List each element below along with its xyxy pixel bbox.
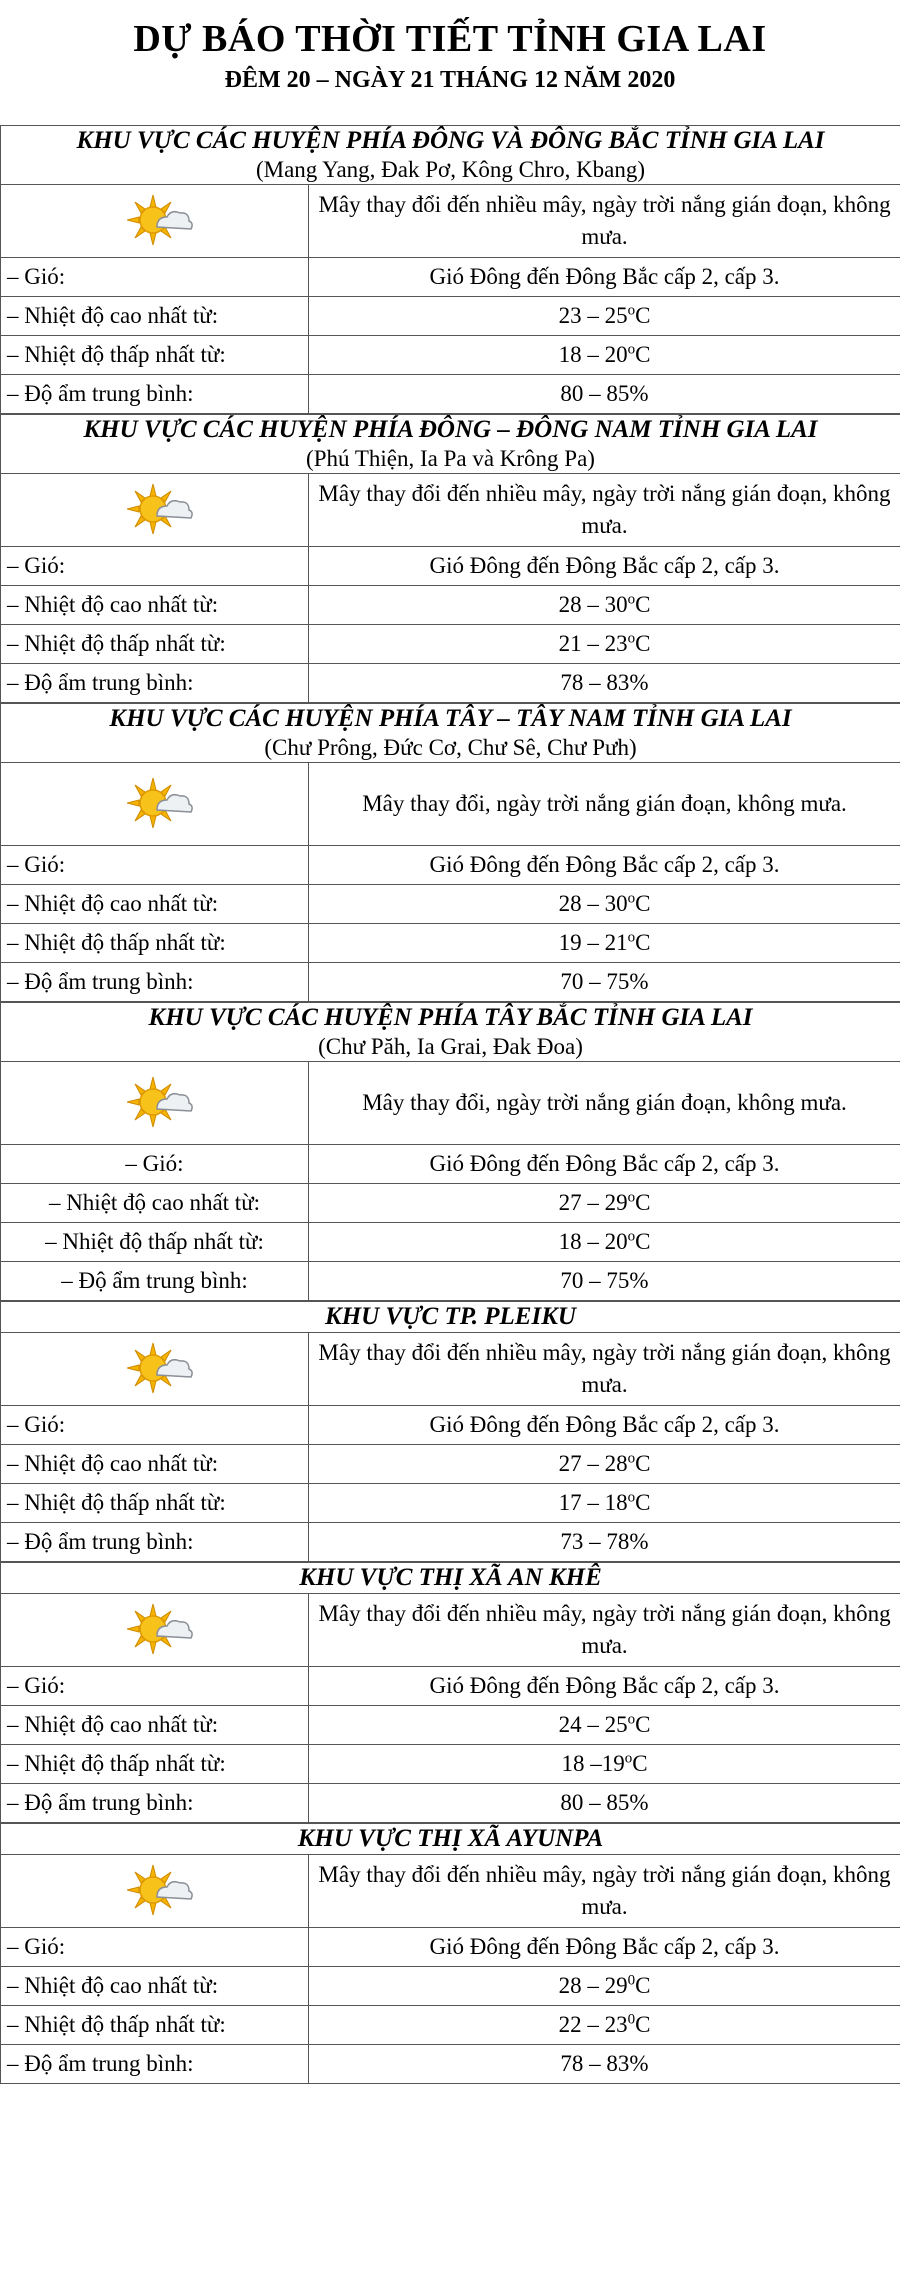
forecast-row-humidity bbox=[1, 1262, 900, 1301]
region-table bbox=[0, 703, 900, 1002]
value-text: Gió Đông đến Đông Bắc cấp 2, cấp 3. bbox=[429, 1673, 780, 1698]
sky-row bbox=[1, 474, 900, 547]
region-districts: (Chư Păh, Ia Grai, Đak Đoa) bbox=[318, 1034, 583, 1059]
forecast-row-wind bbox=[1, 547, 900, 586]
row-value bbox=[309, 846, 900, 885]
sky-row bbox=[1, 1333, 900, 1406]
region-districts: (Mang Yang, Đak Pơ, Kông Chro, Kbang) bbox=[255, 157, 646, 182]
degree-mark: o bbox=[627, 591, 636, 608]
row-value bbox=[309, 1262, 900, 1301]
forecast-row-wind bbox=[1, 1145, 900, 1184]
row-label: – Nhiệt độ cao nhất từ: bbox=[1, 885, 309, 924]
forecast-row-wind bbox=[1, 258, 900, 297]
region-header bbox=[1, 126, 900, 185]
row-value bbox=[309, 258, 900, 297]
sun-behind-cloud-icon bbox=[127, 193, 195, 249]
value-text: 27 – 28 bbox=[558, 1451, 628, 1476]
degree-mark: o bbox=[627, 1450, 636, 1467]
row-label: – Nhiệt độ thấp nhất từ: bbox=[1, 1223, 309, 1262]
region-title: KHU VỰC CÁC HUYỆN PHÍA ĐÔNG – ĐÔNG NAM TỈNH GIA LAI bbox=[83, 416, 818, 443]
celsius-unit: C bbox=[635, 1712, 651, 1737]
row-value bbox=[309, 547, 900, 586]
degree-mark: o bbox=[627, 890, 636, 907]
forecast-row-humidity bbox=[1, 664, 900, 703]
region-table bbox=[0, 1562, 900, 1823]
row-value bbox=[309, 664, 900, 703]
region-header bbox=[1, 1003, 900, 1062]
value-text: 70 – 75% bbox=[560, 1268, 649, 1293]
weather-description: Mây thay đổi đến nhiều mây, ngày trời nắng gián đoạn, không mưa. bbox=[309, 185, 900, 258]
value-text: 23 – 25 bbox=[558, 303, 628, 328]
row-label: – Nhiệt độ cao nhất từ: bbox=[1, 1967, 309, 2006]
value-text: Gió Đông đến Đông Bắc cấp 2, cấp 3. bbox=[429, 1151, 780, 1176]
forecast-row-temp-min bbox=[1, 924, 900, 963]
value-text: Gió Đông đến Đông Bắc cấp 2, cấp 3. bbox=[429, 1934, 780, 1959]
degree-mark: o bbox=[627, 1489, 636, 1506]
row-label: – Gió: bbox=[1, 1145, 309, 1184]
row-label: – Độ ẩm trung bình: bbox=[1, 664, 309, 703]
value-text: 27 – 29 bbox=[558, 1190, 628, 1215]
region-title: KHU VỰC TP. PLEIKU bbox=[325, 1303, 576, 1330]
weather-description: Mây thay đổi đến nhiều mây, ngày trời nắng gián đoạn, không mưa. bbox=[309, 1333, 900, 1406]
row-label: – Độ ẩm trung bình: bbox=[1, 1262, 309, 1301]
forecast-row-wind bbox=[1, 846, 900, 885]
value-text: 78 – 83% bbox=[560, 2051, 649, 2076]
celsius-unit: C bbox=[635, 342, 651, 367]
forecast-row-wind bbox=[1, 1667, 900, 1706]
row-label: – Độ ẩm trung bình: bbox=[1, 963, 309, 1002]
region-title: KHU VỰC CÁC HUYỆN PHÍA TÂY BẮC TỈNH GIA LAI bbox=[148, 1004, 753, 1031]
degree-mark: o bbox=[627, 630, 636, 647]
value-text: 17 – 18 bbox=[558, 1490, 628, 1515]
row-value bbox=[309, 885, 900, 924]
row-label: – Gió: bbox=[1, 1406, 309, 1445]
region-header bbox=[1, 1563, 900, 1594]
row-label: – Nhiệt độ cao nhất từ: bbox=[1, 1706, 309, 1745]
celsius-unit: C bbox=[632, 1751, 648, 1776]
row-value bbox=[309, 1406, 900, 1445]
weather-description: Mây thay đổi đến nhiều mây, ngày trời nắng gián đoạn, không mưa. bbox=[309, 474, 900, 547]
row-label: – Độ ẩm trung bình: bbox=[1, 1523, 309, 1562]
value-text: 19 – 21 bbox=[558, 930, 628, 955]
degree-mark: o bbox=[627, 341, 636, 358]
value-text: 21 – 23 bbox=[558, 631, 628, 656]
forecast-row-temp-max bbox=[1, 297, 900, 336]
sky-row bbox=[1, 1855, 900, 1928]
row-value bbox=[309, 375, 900, 414]
forecast-regions bbox=[0, 125, 900, 2084]
page-header bbox=[0, 0, 900, 96]
forecast-row-temp-min bbox=[1, 2006, 900, 2045]
sun-behind-cloud-icon bbox=[127, 1863, 195, 1919]
degree-mark: o bbox=[627, 1711, 636, 1728]
degree-mark: o bbox=[627, 929, 636, 946]
row-label: – Gió: bbox=[1, 547, 309, 586]
sky-row bbox=[1, 1062, 900, 1145]
celsius-unit: C bbox=[635, 891, 651, 916]
row-label: – Nhiệt độ thấp nhất từ: bbox=[1, 1745, 309, 1784]
row-value bbox=[309, 2045, 900, 2084]
forecast-row-temp-max bbox=[1, 1184, 900, 1223]
forecast-row-wind bbox=[1, 1928, 900, 1967]
region-table bbox=[0, 1823, 900, 2084]
row-label: – Nhiệt độ thấp nhất từ: bbox=[1, 1484, 309, 1523]
row-label: – Gió: bbox=[1, 1667, 309, 1706]
celsius-unit: C bbox=[635, 303, 651, 328]
sun-behind-cloud-icon bbox=[127, 482, 195, 538]
value-text: 18 – 20 bbox=[558, 342, 628, 367]
region-title: KHU VỰC THỊ XÃ AN KHÊ bbox=[299, 1564, 602, 1591]
degree-mark: o bbox=[624, 1750, 633, 1767]
row-value bbox=[309, 586, 900, 625]
forecast-row-temp-max bbox=[1, 1706, 900, 1745]
sun-behind-cloud-icon bbox=[127, 776, 195, 832]
region-table bbox=[0, 414, 900, 703]
forecast-row-temp-max bbox=[1, 1967, 900, 2006]
row-value bbox=[309, 2006, 900, 2045]
value-text: Gió Đông đến Đông Bắc cấp 2, cấp 3. bbox=[429, 852, 780, 877]
row-value bbox=[309, 1967, 900, 2006]
sun-behind-cloud-icon bbox=[127, 1075, 195, 1131]
row-label: – Nhiệt độ thấp nhất từ: bbox=[1, 2006, 309, 2045]
forecast-row-temp-max bbox=[1, 1445, 900, 1484]
celsius-unit: C bbox=[635, 1973, 651, 1998]
row-value bbox=[309, 1184, 900, 1223]
degree-mark: 0 bbox=[627, 1972, 636, 1989]
row-value bbox=[309, 1145, 900, 1184]
row-value bbox=[309, 1745, 900, 1784]
value-text: 70 – 75% bbox=[560, 969, 649, 994]
region-title: KHU VỰC CÁC HUYỆN PHÍA ĐÔNG VÀ ĐÔNG BẮC TỈNH GIA LAI bbox=[76, 127, 825, 154]
celsius-unit: C bbox=[635, 631, 651, 656]
celsius-unit: C bbox=[635, 2012, 651, 2037]
row-label: – Gió: bbox=[1, 1928, 309, 1967]
row-value bbox=[309, 297, 900, 336]
weather-description: Mây thay đổi đến nhiều mây, ngày trời nắng gián đoạn, không mưa. bbox=[309, 1594, 900, 1667]
row-label: – Nhiệt độ cao nhất từ: bbox=[1, 297, 309, 336]
value-text: 80 – 85% bbox=[560, 1790, 649, 1815]
weather-description: Mây thay đổi đến nhiều mây, ngày trời nắng gián đoạn, không mưa. bbox=[309, 1855, 900, 1928]
value-text: 18 –19 bbox=[561, 1751, 625, 1776]
value-text: Gió Đông đến Đông Bắc cấp 2, cấp 3. bbox=[429, 553, 780, 578]
row-label: – Nhiệt độ cao nhất từ: bbox=[1, 586, 309, 625]
region-districts: (Phú Thiện, Ia Pa và Krông Pa) bbox=[306, 446, 595, 471]
forecast-row-humidity bbox=[1, 1784, 900, 1823]
region-title: KHU VỰC THỊ XÃ AYUNPA bbox=[297, 1825, 604, 1852]
forecast-row-temp-max bbox=[1, 586, 900, 625]
celsius-unit: C bbox=[635, 1451, 651, 1476]
row-value bbox=[309, 1523, 900, 1562]
row-label: – Nhiệt độ thấp nhất từ: bbox=[1, 924, 309, 963]
row-label: – Gió: bbox=[1, 258, 309, 297]
forecast-row-temp-min bbox=[1, 1745, 900, 1784]
degree-mark: o bbox=[627, 1228, 636, 1245]
region-header bbox=[1, 1824, 900, 1855]
row-label: – Nhiệt độ cao nhất từ: bbox=[1, 1445, 309, 1484]
value-text: 78 – 83% bbox=[560, 670, 649, 695]
celsius-unit: C bbox=[635, 1190, 651, 1215]
sky-row bbox=[1, 185, 900, 258]
page-title: DỰ BÁO THỜI TIẾT TỈNH GIA LAI bbox=[133, 18, 767, 60]
value-text: 18 – 20 bbox=[558, 1229, 628, 1254]
row-label: – Nhiệt độ thấp nhất từ: bbox=[1, 336, 309, 375]
celsius-unit: C bbox=[635, 930, 651, 955]
row-value bbox=[309, 1223, 900, 1262]
degree-mark: o bbox=[627, 302, 636, 319]
row-label: – Gió: bbox=[1, 846, 309, 885]
value-text: 28 – 30 bbox=[558, 592, 628, 617]
value-text: 80 – 85% bbox=[560, 381, 649, 406]
sky-row bbox=[1, 763, 900, 846]
region-districts: (Chư Prông, Đức Cơ, Chư Sê, Chư Pưh) bbox=[264, 735, 637, 760]
value-text: Gió Đông đến Đông Bắc cấp 2, cấp 3. bbox=[429, 264, 780, 289]
degree-mark: 0 bbox=[627, 2011, 636, 2028]
value-text: 28 – 30 bbox=[558, 891, 628, 916]
region-header bbox=[1, 1302, 900, 1333]
sun-behind-cloud-icon bbox=[127, 1341, 195, 1397]
value-text: Gió Đông đến Đông Bắc cấp 2, cấp 3. bbox=[429, 1412, 780, 1437]
value-text: 24 – 25 bbox=[558, 1712, 628, 1737]
weather-description: Mây thay đổi, ngày trời nắng gián đoạn, không mưa. bbox=[309, 1062, 900, 1145]
forecast-row-humidity bbox=[1, 963, 900, 1002]
forecast-row-humidity bbox=[1, 375, 900, 414]
forecast-row-humidity bbox=[1, 2045, 900, 2084]
forecast-row-temp-min bbox=[1, 625, 900, 664]
row-value bbox=[309, 1445, 900, 1484]
celsius-unit: C bbox=[635, 1229, 651, 1254]
row-label: – Độ ẩm trung bình: bbox=[1, 375, 309, 414]
region-header bbox=[1, 704, 900, 763]
value-text: 22 – 23 bbox=[558, 2012, 628, 2037]
celsius-unit: C bbox=[635, 592, 651, 617]
row-value bbox=[309, 1784, 900, 1823]
row-value bbox=[309, 625, 900, 664]
value-text: 28 – 29 bbox=[558, 1973, 628, 1998]
value-text: 73 – 78% bbox=[560, 1529, 649, 1554]
row-label: – Độ ẩm trung bình: bbox=[1, 1784, 309, 1823]
forecast-row-temp-min bbox=[1, 1484, 900, 1523]
sky-row bbox=[1, 1594, 900, 1667]
celsius-unit: C bbox=[635, 1490, 651, 1515]
row-label: – Nhiệt độ thấp nhất từ: bbox=[1, 625, 309, 664]
row-value bbox=[309, 1928, 900, 1967]
forecast-row-temp-min bbox=[1, 1223, 900, 1262]
row-label: – Độ ẩm trung bình: bbox=[1, 2045, 309, 2084]
row-value bbox=[309, 1667, 900, 1706]
row-value bbox=[309, 336, 900, 375]
region-title: KHU VỰC CÁC HUYỆN PHÍA TÂY – TÂY NAM TỈNH GIA LAI bbox=[109, 705, 792, 732]
sun-behind-cloud-icon bbox=[127, 1602, 195, 1658]
region-table bbox=[0, 1301, 900, 1562]
row-label: – Nhiệt độ cao nhất từ: bbox=[1, 1184, 309, 1223]
region-header bbox=[1, 415, 900, 474]
forecast-row-humidity bbox=[1, 1523, 900, 1562]
region-table bbox=[0, 125, 900, 414]
row-value bbox=[309, 1484, 900, 1523]
forecast-row-temp-max bbox=[1, 885, 900, 924]
row-value bbox=[309, 1706, 900, 1745]
forecast-row-temp-min bbox=[1, 336, 900, 375]
weather-description: Mây thay đổi, ngày trời nắng gián đoạn, không mưa. bbox=[309, 763, 900, 846]
region-table bbox=[0, 1002, 900, 1301]
row-value bbox=[309, 924, 900, 963]
row-value bbox=[309, 963, 900, 1002]
forecast-row-wind bbox=[1, 1406, 900, 1445]
degree-mark: o bbox=[627, 1189, 636, 1206]
page-subtitle: ĐÊM 20 – NGÀY 21 THÁNG 12 NĂM 2020 bbox=[224, 67, 676, 93]
